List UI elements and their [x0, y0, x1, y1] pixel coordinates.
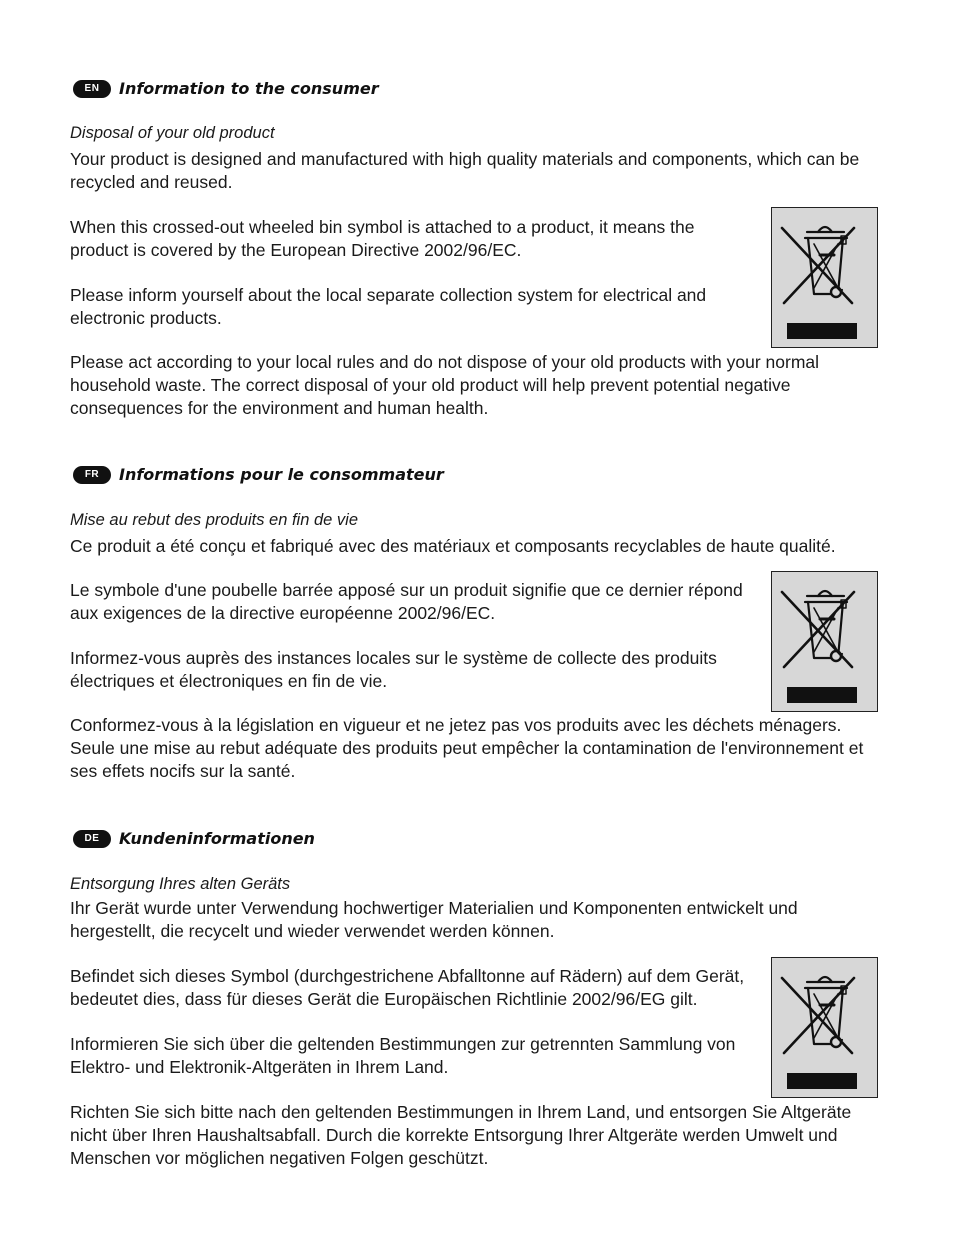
language-badge-de: DE [73, 830, 111, 848]
crossed-out-wheeled-bin-icon [771, 957, 878, 1098]
paragraph-de-1: Ihr Gerät wurde unter Verwendung hochwertiger Materialien und Komponenten entwickelt und hergestellt, die recycelt und wieder verwendet werden können. [70, 898, 798, 941]
language-badge-en: EN [73, 80, 111, 98]
subtitle-de: Entsorgung Ihres alten Geräts [70, 875, 291, 893]
paragraph-fr-4: Conformez-vous à la législation en vigueur et ne jetez pas vos produits avec les déchets ménagers. Seule une mise au rebut adéquate des produits peut empêcher la contamination de l'environnement et ses effets nocifs sur la santé. [70, 715, 864, 781]
paragraph-fr-1: Ce produit a été conçu et fabriqué avec des matériaux et composants recyclables de haute qualité. [70, 536, 836, 556]
subtitle-fr: Mise au rebut des produits en fin de vie [70, 511, 359, 529]
crossed-out-wheeled-bin-icon [771, 207, 878, 348]
heading-fr [73, 465, 444, 484]
paragraph-fr-2: Le symbole d'une poubelle barrée apposé sur un produit signifie que ce dernier répond aux exigences de la directive européenne 2002/96/EC. [70, 580, 743, 623]
paragraph-en-1: Your product is designed and manufactured with high quality materials and components, which can be recycled and reused. [70, 149, 860, 192]
paragraph-de-4: Richten Sie sich bitte nach den geltenden Bestimmungen in Ihrem Land, und entsorgen Sie Altgeräte nicht über Ihren Haushaltsabfall. Durch die korrekte Entsorgung Ihrer Altgeräte werden Umwelt und Menschen vor möglichen negativen Folgen geschützt. [70, 1102, 852, 1168]
language-badge-fr: FR [73, 466, 111, 484]
section-title-fr: Informations pour le consommateur [119, 465, 444, 484]
paragraph-de-2: Befindet sich dieses Symbol (durchgestrichene Abfalltonne auf Rädern) auf dem Gerät, bedeutet dies, dass für dieses Gerät die Europäischen Richtlinie 2002/96/EG gilt. [70, 966, 745, 1009]
heading-en [73, 79, 379, 98]
section-title-de: Kundeninformationen [119, 829, 315, 848]
paragraph-en-3: Please inform yourself about the local separate collection system for electrical and electronic products. [70, 285, 707, 328]
paragraph-de-3: Informieren Sie sich über die geltenden Bestimmungen zur getrennten Sammlung von Elektro- und Elektronik-Altgeräten in Ihrem Land. [70, 1034, 736, 1077]
paragraph-fr-3: Informez-vous auprès des instances locales sur le système de collecte des produits électriques et électroniques en fin de vie. [70, 648, 717, 691]
subtitle-en: Disposal of your old product [70, 124, 275, 142]
paragraph-en-4: Please act according to your local rules and do not dispose of your old products with your normal household waste. The correct disposal of your old product will help prevent potential negative consequences for the environment and human health. [70, 352, 820, 418]
crossed-out-wheeled-bin-icon [771, 571, 878, 712]
paragraph-en-2: When this crossed-out wheeled bin symbol is attached to a product, it means the product is covered by the European Directive 2002/96/EC. [70, 217, 695, 260]
heading-de [73, 829, 315, 848]
section-title-en: Information to the consumer [119, 79, 379, 98]
